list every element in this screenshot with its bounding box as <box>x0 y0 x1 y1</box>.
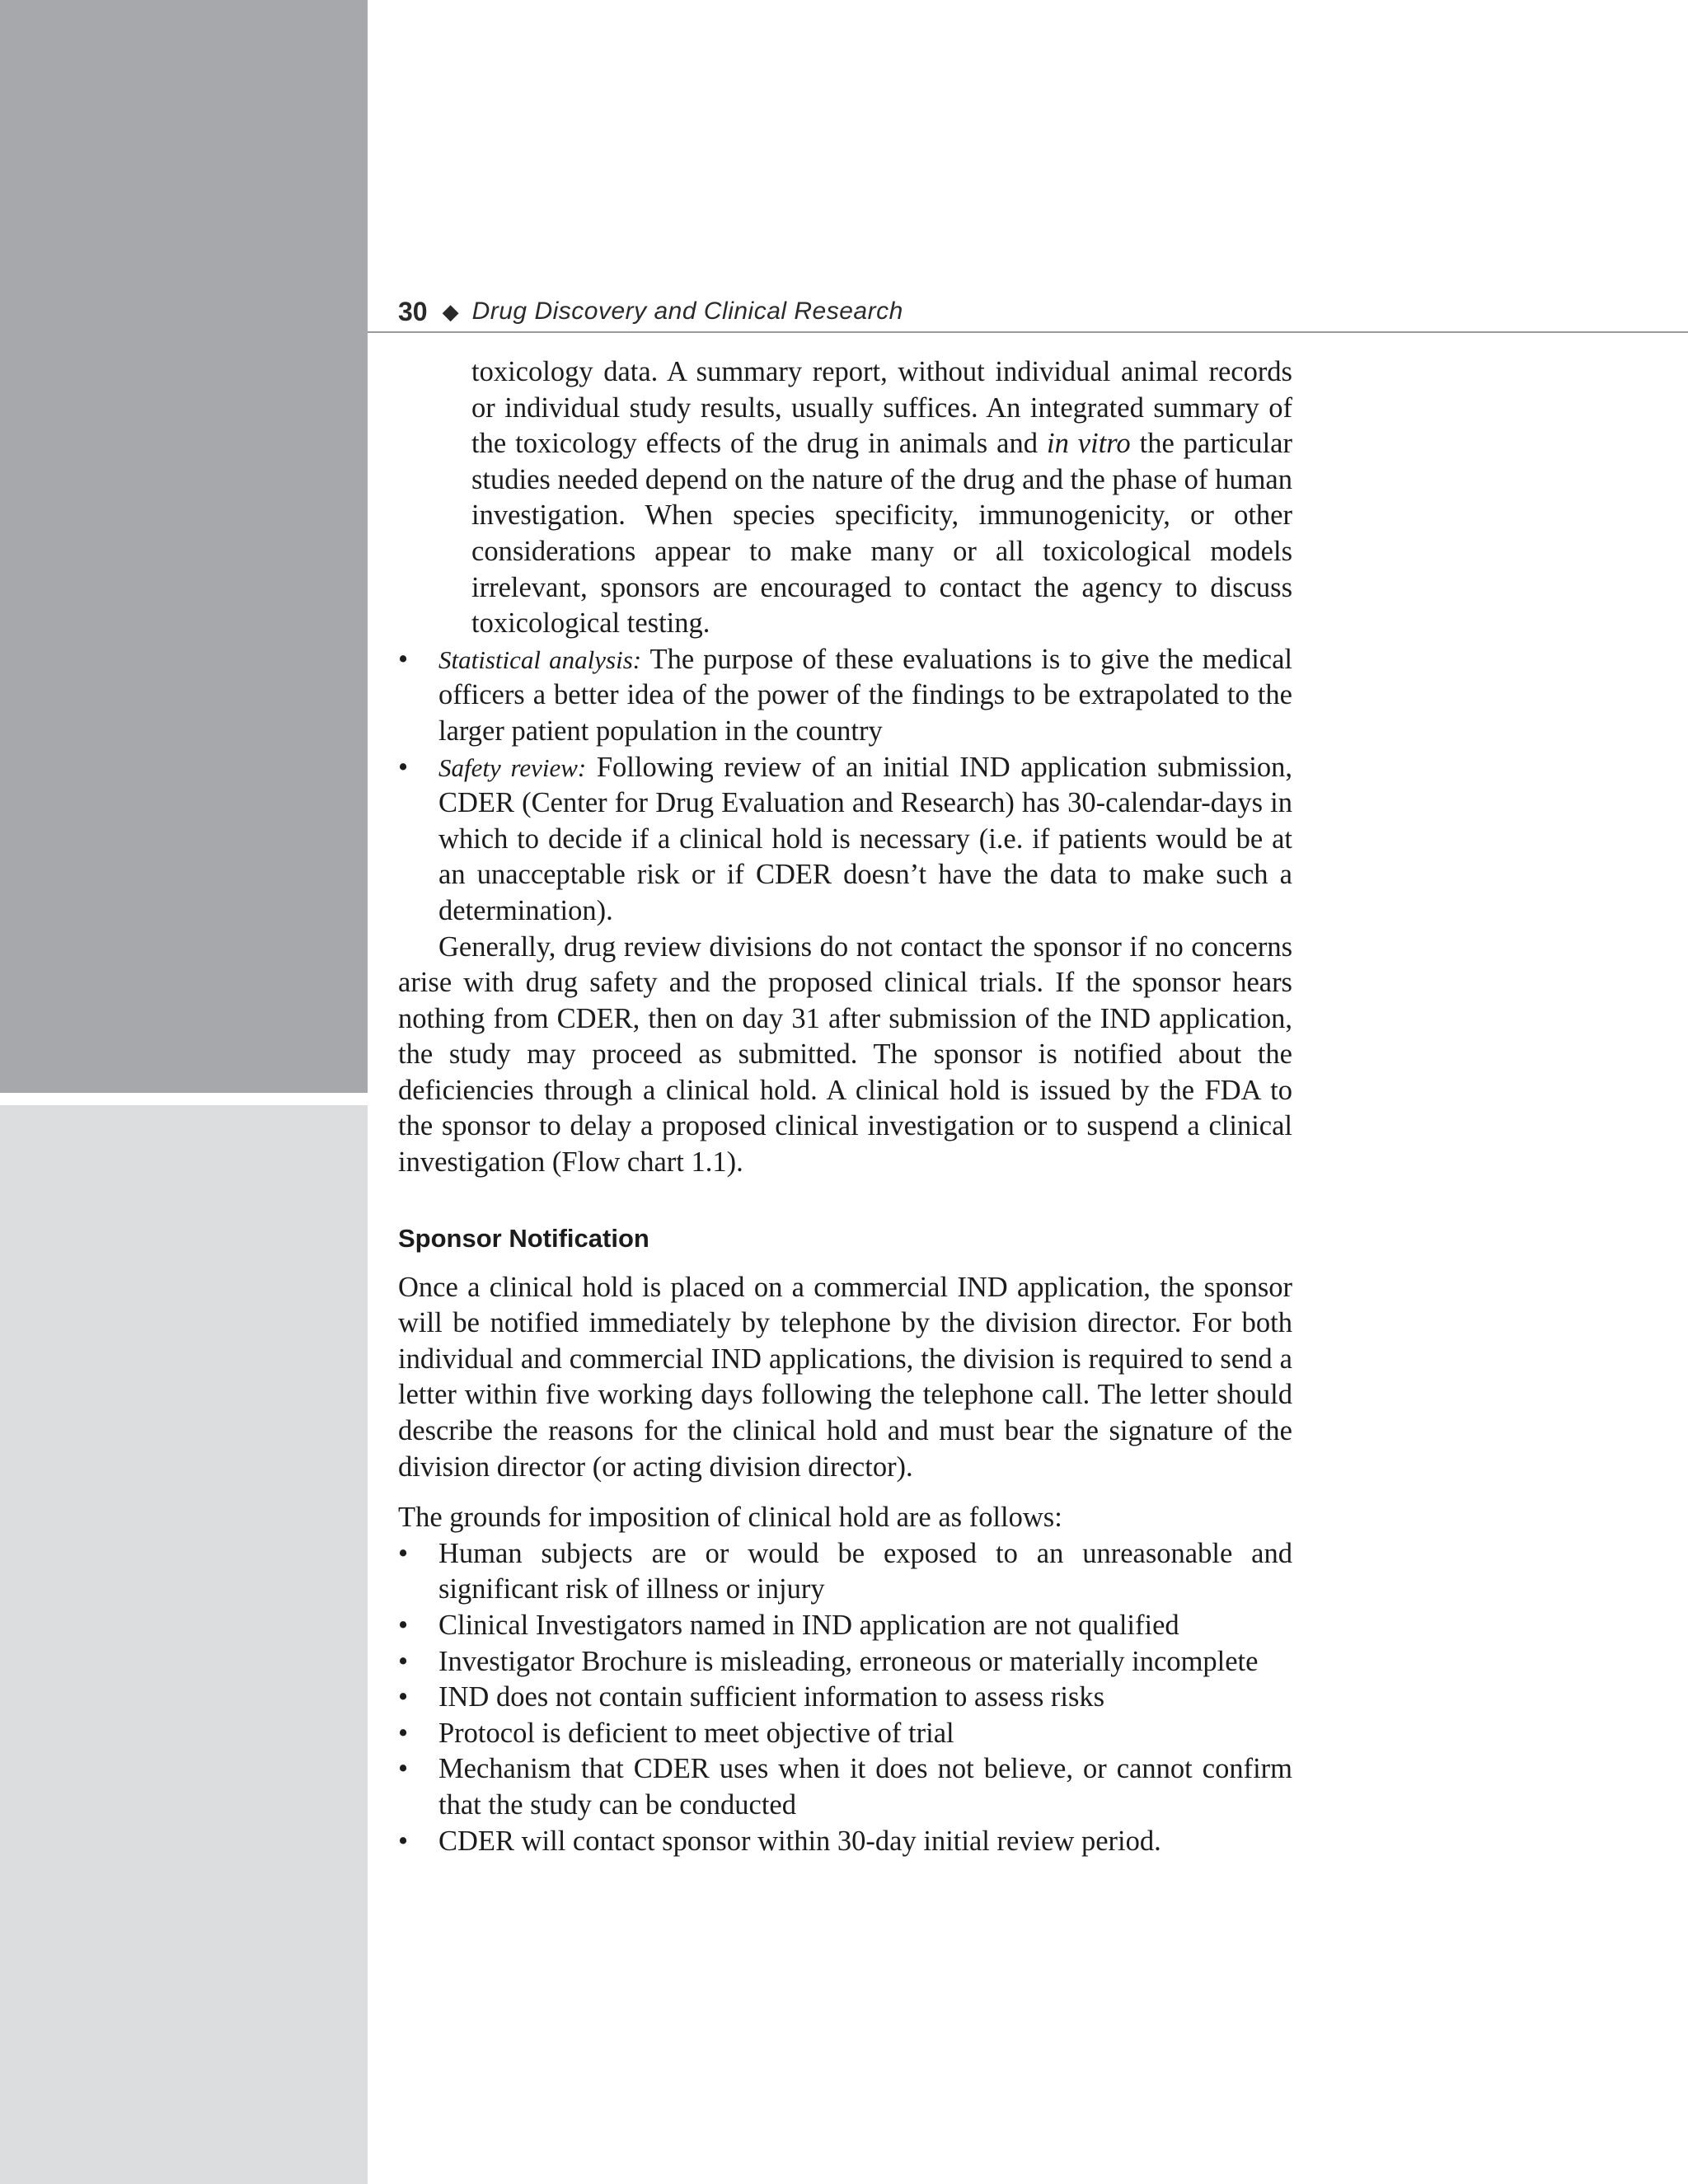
bullet-icon: • <box>398 751 409 783</box>
running-head <box>398 293 903 330</box>
list-item <box>398 1608 1292 1644</box>
page-number: 30 <box>398 296 428 326</box>
page-margin-band-dark <box>0 0 368 1093</box>
bullet-text: The purpose of these evaluations is to give the medical officers a better idea of the power of the findings to be extrapolated to the larger patient population in the country <box>438 643 1292 747</box>
ground-text: Protocol is deficient to meet objective of trial <box>438 1717 954 1749</box>
continued-italic: in vitro <box>1046 428 1131 460</box>
bullet-lead: Safety review: <box>438 752 587 782</box>
bullet-icon: • <box>398 1825 409 1857</box>
bullet-lead: Statistical analysis: <box>438 644 642 674</box>
ground-text: Human subjects are or would be exposed to an unreasonable and significant risk of illness or injury <box>438 1537 1292 1605</box>
list-item <box>398 1824 1292 1860</box>
list-item <box>398 1751 1292 1823</box>
ground-text: CDER will contact sponsor within 30-day initial review period. <box>438 1825 1161 1857</box>
paragraph-sponsor-notification: Once a clinical hold is placed on a commercial IND application, the sponsor will be notified immediately by telephone by the division director. For both individual and commercial IND applications, the division is required to send a letter within five working days following the telephone call. The letter should describe the reasons for the clinical hold and must bear the signature of the division director (or acting division director). <box>398 1271 1292 1483</box>
ground-text: Clinical Investigators named in IND application are not qualified <box>438 1610 1179 1641</box>
continued-paragraph <box>398 354 1292 642</box>
ground-text: Mechanism that CDER uses when it does not believe, or cannot confirm that the study can be conducted <box>438 1753 1292 1821</box>
list-item <box>398 1716 1292 1752</box>
list-item <box>398 1644 1292 1680</box>
bullet-icon: • <box>398 1645 409 1677</box>
bullet-icon: • <box>398 1681 409 1713</box>
grounds-intro: The grounds for imposition of clinical hold are as follows: <box>398 1502 1062 1534</box>
review-bullet-list <box>398 642 1292 930</box>
continued-text-2: the particular studies needed depend on the nature of the drug and the phase of human investigation. When species specificity, immunogenicity, or other considerations appear to make many or all toxicological models irrelevant, sponsors are encouraged to contact the agency to discuss toxicological testing. <box>471 428 1292 640</box>
paragraph-generally: Generally, drug review divisions do not contact the sponsor if no concerns arise with drug safety and the proposed clinical trials. If the sponsor hears nothing from CDER, then on day 31 after submission of the IND application, the study may proceed as submitted. The sponsor is notified about the deficiencies through a clinical hold. A clinical hold is issued by the FDA to the sponsor to delay a proposed clinical investigation or to suspend a clinical investigation (Flow chart 1.1). <box>398 930 1292 1179</box>
header-rule <box>368 331 1688 333</box>
list-item <box>398 642 1292 750</box>
list-item <box>398 1680 1292 1716</box>
bullet-icon: • <box>398 1753 409 1785</box>
ground-text: IND does not contain sufficient information to assess risks <box>438 1681 1105 1713</box>
page-margin-band-light <box>0 1105 368 2184</box>
grounds-list <box>398 1536 1292 1859</box>
page-content <box>398 354 1292 1859</box>
list-item <box>398 1536 1292 1608</box>
book-title: Drug Discovery and Clinical Research <box>471 298 903 325</box>
bullet-icon: • <box>398 1610 409 1641</box>
bullet-text: Following review of an initial IND application submission, CDER (Center for Drug Evaluation and Research) has 30-calendar-days in which to decide if a clinical hold is necessary (i.e. if patients would be at an unacceptable risk or if CDER doesn’t have the data to make such a determination). <box>438 751 1292 926</box>
ground-text: Investigator Brochure is misleading, erroneous or materially incomplete <box>438 1645 1259 1677</box>
list-item <box>398 750 1292 930</box>
bullet-icon: • <box>398 643 409 675</box>
bullet-icon: • <box>398 1537 409 1569</box>
bullet-icon: • <box>398 1717 409 1749</box>
continued-text-1: toxicology data. A summary report, without individual animal records or individual study results, usually suffices. An integrated summary of the toxicology effects of the drug in animals and <box>471 356 1292 460</box>
section-heading: Sponsor Notification <box>398 1223 649 1253</box>
diamond-icon: ◆ <box>442 298 459 324</box>
